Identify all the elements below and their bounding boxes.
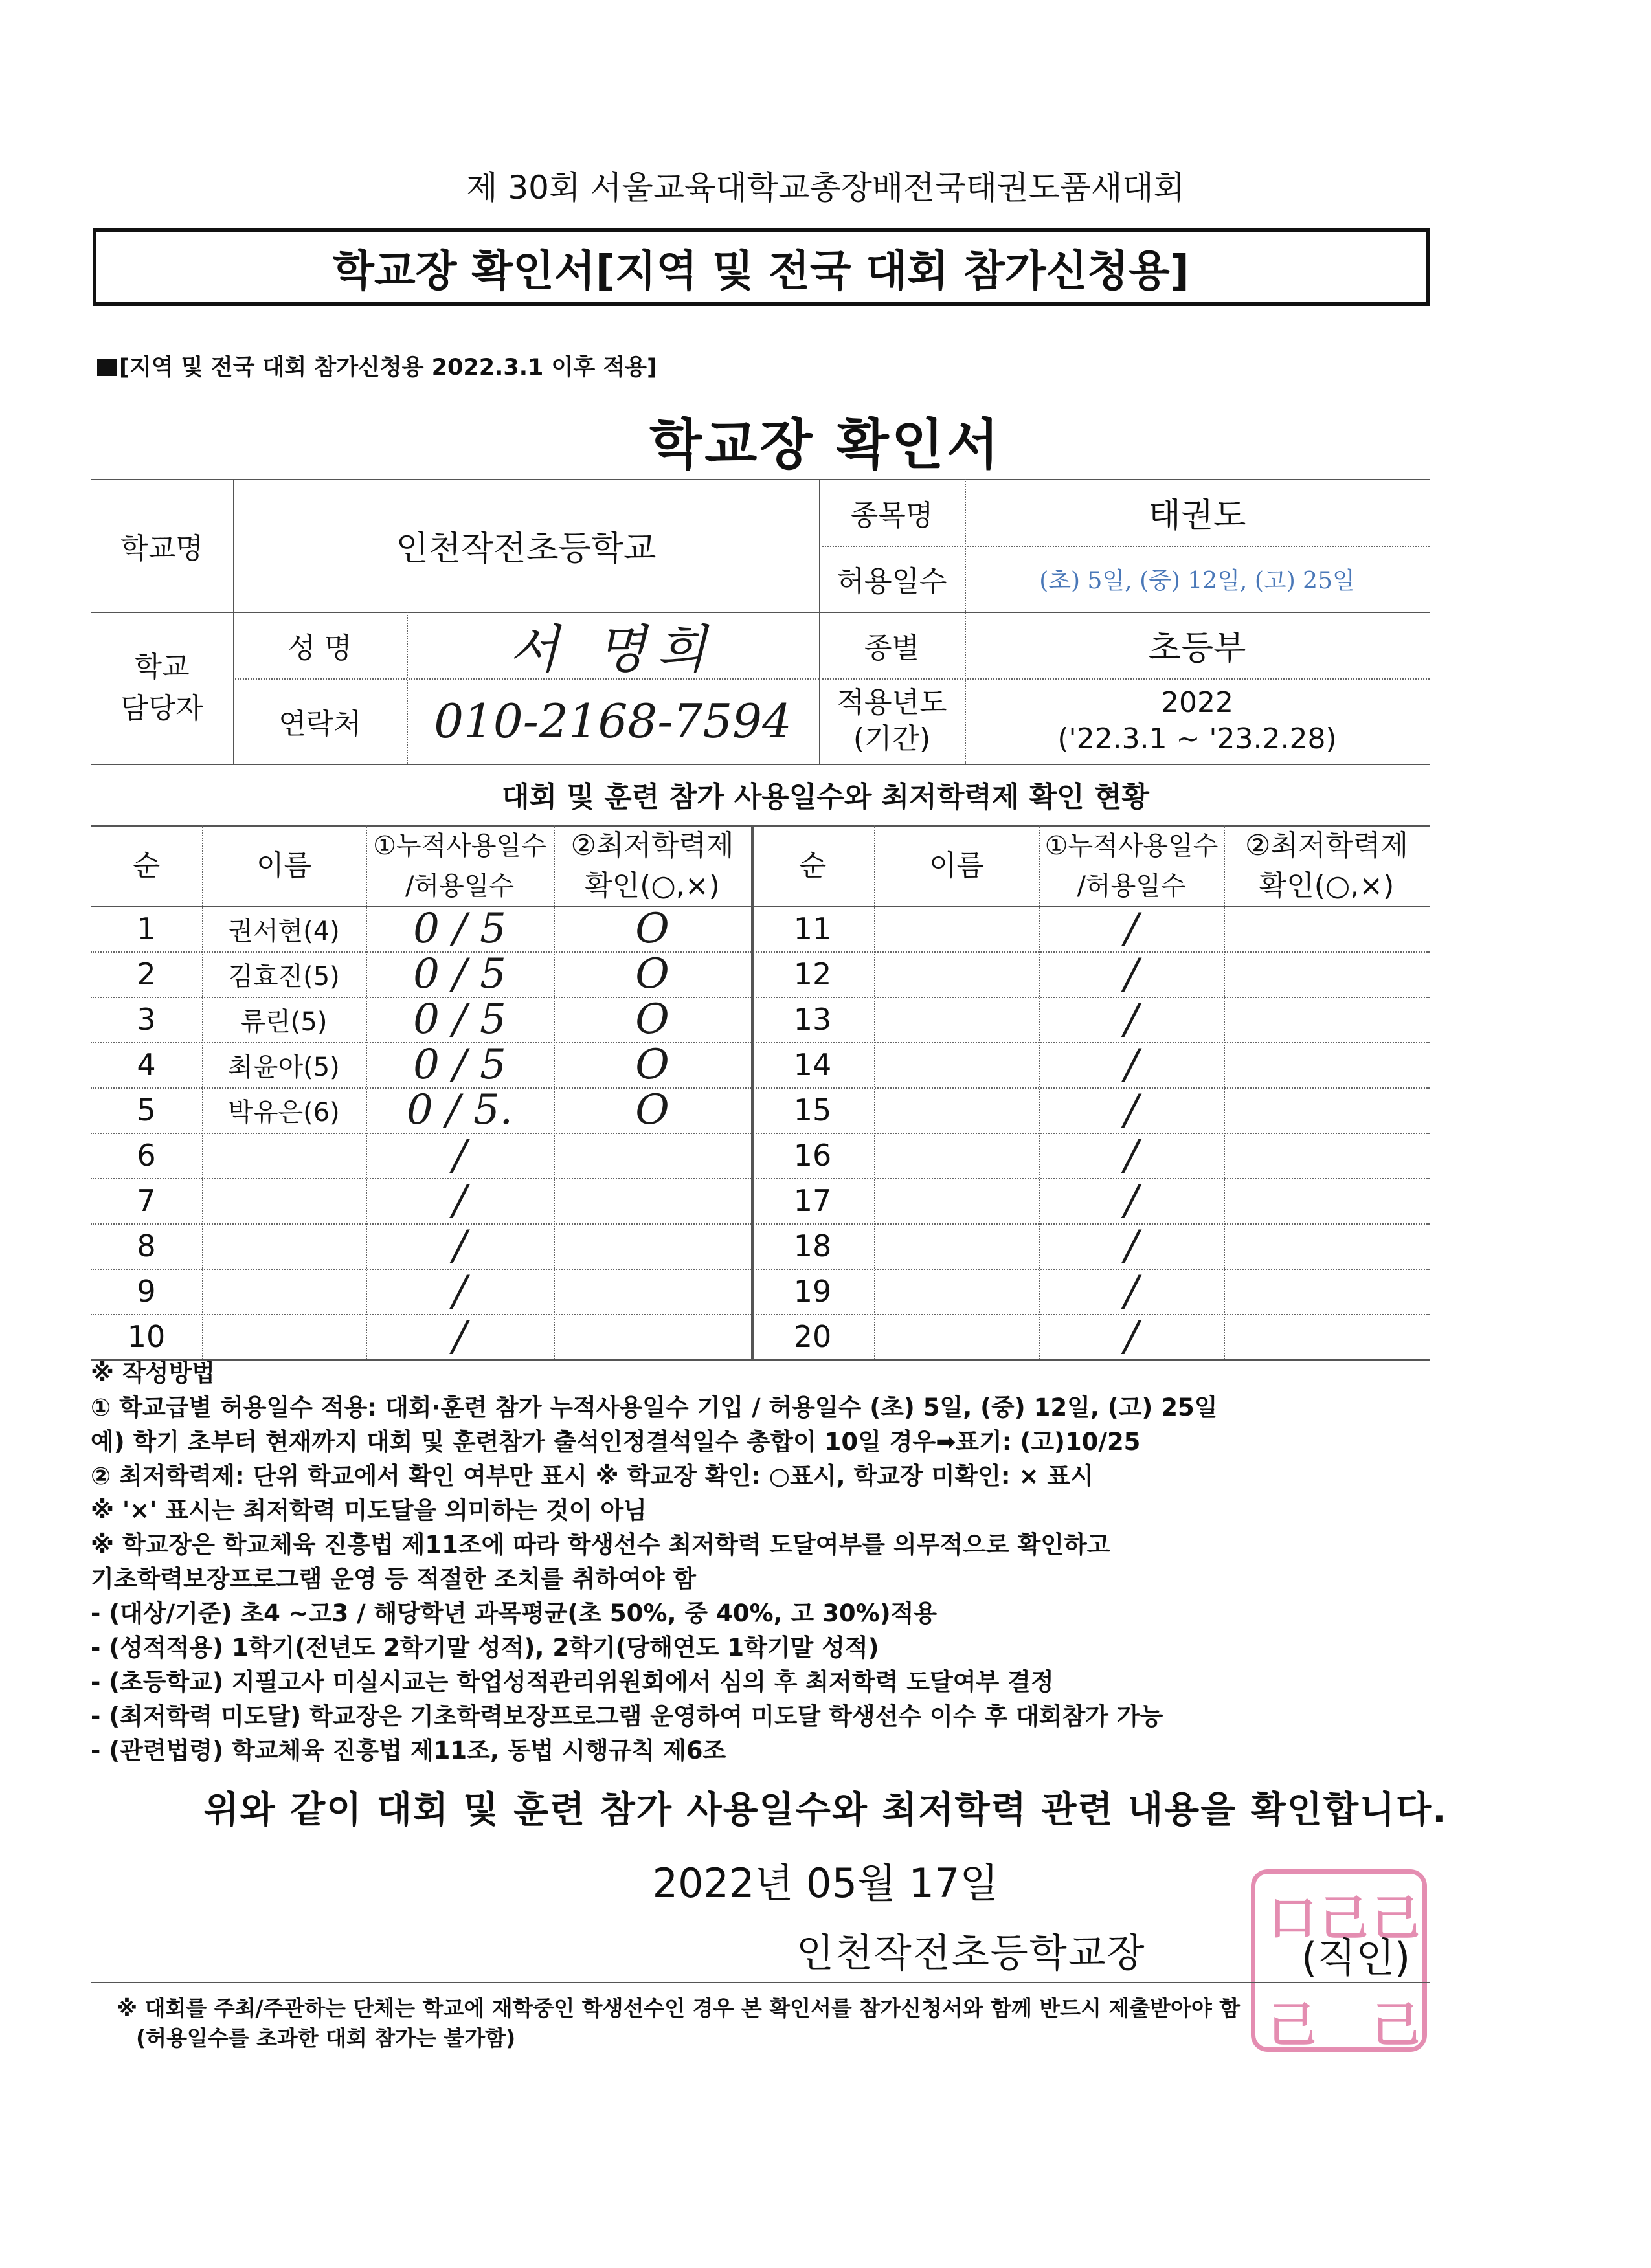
student-name [874,1269,1039,1314]
col-header-check-line1: ②최저학력제 [1245,828,1408,862]
days-used: 0 / 5 [413,950,506,998]
days-used: / [453,1313,467,1361]
min-academic-check: O [635,1041,669,1089]
row-number: 1 [137,911,156,946]
seal-glyph-icon: 己 [1268,1997,1316,2053]
days-used: / [1124,1086,1139,1134]
year-label-line1: 적용년도 [837,686,947,719]
staff-name-signature: 서 명희 [508,619,717,680]
student-name [202,1223,366,1269]
min-academic-check: O [635,950,669,998]
row-number: 2 [137,957,156,992]
student-name [874,906,1039,951]
min-academic-check [554,1269,751,1314]
col-header-check-line2: 확인(○,×) [1259,869,1395,902]
square-bullet-icon [97,359,117,376]
student-name: 류린(5) [240,1006,328,1037]
sport-label: 종목명 [850,498,934,532]
category-label: 종별 [864,631,919,665]
row-number: 13 [793,1002,832,1037]
notice-text: [지역 및 전국 대회 참가신청용 2022.3.1 이후 적용] [119,355,657,381]
student-name [874,1223,1039,1269]
banner-title: 학교장 확인서[지역 및 전국 대회 참가신청용] [93,228,1430,306]
instruction-line: - (초등학교) 지필고사 미실시교는 학업성적관리위원회에서 심의 후 최저학력 도달여부 결정 [91,1668,1054,1696]
min-academic-check [554,1178,751,1223]
instruction-line: 기초학력보장프로그램 운영 등 적절한 조치를 취하여야 함 [91,1565,697,1593]
seal-label: (직인) [1301,1934,1411,1981]
days-used: / [1124,1177,1139,1225]
footer-line-1: ※ 대회를 주최/주관하는 단체는 학교에 재학중인 학생선수인 경우 본 확인서를 참가신청서와 함께 반드시 제출받아야 함 [117,1996,1241,2021]
allowed-days-value: (초) 5일, (중) 12일, (고) 25일 [1039,567,1355,594]
days-used: / [1124,1131,1139,1179]
row-number: 9 [137,1274,156,1309]
col-header-days-line2: /허용일수 [1077,871,1186,901]
seal-glyph-icon: 己 [1320,1891,1368,1946]
min-academic-check [1224,1223,1430,1269]
footer-line-2: (허용일수를 초과한 대회 참가는 불가함) [136,2025,516,2051]
student-name [874,997,1039,1042]
student-name: 최윤아(5) [228,1052,340,1082]
name-label: 성 명 [287,631,352,665]
student-name: 권서현(4) [228,916,340,946]
category-value: 초등부 [1148,629,1246,668]
student-name: 김효진(5) [228,961,340,992]
col-header-days-line1: ①누적사용일수 [373,830,546,861]
school-label: 학교명 [120,531,203,565]
row-number: 14 [793,1047,832,1082]
days-used: 0 / 5 [413,1041,506,1089]
divider [91,1982,1430,1983]
instruction-line: - (최저학력 미도달) 학교장은 기초학력보장프로그램 운영하여 미도달 학생선수 이수 후 대회참가 가능 [91,1702,1163,1730]
row-number: 19 [793,1274,832,1309]
seal-glyph-icon: 口 [1268,1891,1316,1946]
year-value [965,678,1430,764]
row-number: 16 [793,1138,832,1173]
min-academic-check [1224,906,1430,951]
days-used: 0 / 5 [413,905,506,953]
row-number: 17 [793,1183,832,1218]
student-name: 박유은(6) [228,1097,340,1128]
min-academic-check [1224,1269,1430,1314]
notice-line [97,350,657,382]
days-used: / [1124,1041,1139,1089]
seal-glyph-icon: 己 [1372,1997,1420,2053]
col-header-check-line1: ②최저학력제 [570,828,734,862]
instruction-line: 예) 학기 초부터 현재까지 대회 및 훈련참가 출석인정결석일수 총합이 10일 경우➡표기: (고)10/25 [91,1428,1141,1456]
contact-label: 연락처 [278,707,361,740]
row-number: 18 [793,1228,832,1263]
col-header-days-line2: /허용일수 [405,871,515,901]
principal-title: 인천작전초등학교장 [796,1931,1146,1976]
row-number: 20 [793,1319,832,1354]
seal-glyph-icon: 己 [1372,1891,1420,1946]
col-header-check-right [1224,825,1430,906]
days-used: / [1124,905,1139,953]
student-name [874,1314,1039,1359]
min-academic-check [554,1133,751,1178]
min-academic-check [1224,1133,1430,1178]
col-header-check [554,825,751,906]
days-used: / [453,1222,467,1270]
student-name [874,1178,1039,1223]
row-number: 3 [137,1002,156,1037]
staff-label-line2: 담당자 [120,691,203,725]
event-title: 제 30회 서울교육대학교총장배전국태권도품새대회 [466,169,1185,206]
row-number: 4 [137,1047,156,1082]
min-academic-check: O [635,1086,669,1134]
min-academic-check [1224,1314,1430,1359]
instruction-line: ※ 작성방법 [91,1359,215,1387]
row-number: 7 [137,1183,156,1218]
student-name [874,951,1039,997]
min-academic-check [554,1314,751,1359]
days-used: / [1124,1313,1139,1361]
min-academic-check [1224,997,1430,1042]
col-header-no: 순 [132,849,161,882]
footer-note [117,1994,1450,2053]
min-academic-check [554,1223,751,1269]
divider [91,764,1430,765]
school-name: 인천작전초등학교 [396,529,657,568]
min-academic-check: O [635,905,669,953]
staff-label-line1: 학교 [134,650,190,684]
col-header-name: 이름 [256,849,311,882]
min-academic-check [1224,951,1430,997]
days-used: / [1124,995,1139,1043]
col-header-days-right [1039,825,1224,906]
staff-label [91,612,233,764]
days-used: 0 / 5. [406,1086,513,1134]
year-value-line1: 2022 [1161,686,1233,719]
instruction-line: ※ 학교장은 학교체육 진흥법 제11조에 따라 학생선수 최저학력 도달여부를 의무적으로 확인하고 [91,1531,1110,1559]
days-used: / [453,1131,467,1179]
row-number: 8 [137,1228,156,1263]
days-used: / [453,1177,467,1225]
year-value-line2: ('22.3.1 ~ '23.2.28) [1057,722,1337,755]
min-academic-check [1224,1042,1430,1087]
row-number: 12 [793,957,832,992]
allowed-days-label: 허용일수 [837,565,947,598]
year-label-line2: (기간) [853,722,931,755]
section-title: 대회 및 훈련 참가 사용일수와 최저학력제 확인 현황 [502,781,1149,814]
days-used: 0 / 5 [413,995,506,1043]
days-used: / [453,1267,467,1315]
col-header-name-right: 이름 [928,849,984,882]
min-academic-check [1224,1178,1430,1223]
instruction-line: ① 학교급별 허용일수 적용: 대회·훈련 참가 누적사용일수 기입 / 허용일수 (초) 5일, (중) 12일, (고) 25일 [91,1394,1218,1421]
student-name [202,1178,366,1223]
row-number: 11 [793,911,832,946]
instruction-line: - (성적적용) 1학기(전년도 2학기말 성적), 2학기(당해연도 1학기말 성적) [91,1634,879,1662]
col-header-check-line2: 확인(○,×) [585,869,720,902]
row-number: 6 [137,1138,156,1173]
min-academic-check: O [635,995,669,1043]
col-header-no-right: 순 [798,849,827,882]
student-name [202,1314,366,1359]
instruction-line: - (대상/기준) 초4 ~고3 / 해당학년 과목평균(초 50%, 중 40%, 고 30%)적용 [91,1599,938,1627]
student-name [202,1269,366,1314]
contact-value: 010-2168-7594 [434,694,792,748]
min-academic-check [1224,1087,1430,1133]
main-title: 학교장 확인서 [649,413,1002,476]
days-used: / [1124,1267,1139,1315]
row-number: 5 [137,1093,156,1128]
confirmation-statement: 위와 같이 대회 및 훈련 참가 사용일수와 최저학력 관련 내용을 확인합니다. [203,1789,1448,1831]
row-number: 10 [127,1319,166,1354]
instruction-line: ※ '×' 표시는 최저학력 미도달을 의미하는 것이 아님 [91,1496,647,1524]
student-name [874,1087,1039,1133]
sport-value: 태권도 [1148,496,1246,535]
year-label [819,678,965,764]
days-used: / [1124,950,1139,998]
signing-date: 2022년 05월 17일 [652,1860,999,1907]
col-header-days-line1: ①누적사용일수 [1044,830,1219,861]
student-name [874,1042,1039,1087]
instruction-line: ② 최저학력제: 단위 학교에서 확인 여부만 표시 ※ 학교장 확인: ○표시, 학교장 미확인: × 표시 [91,1462,1094,1490]
instructions [91,1356,1528,1768]
instruction-line: - (관련법령) 학교체육 진흥법 제11조, 동법 시행규칙 제6조 [91,1737,726,1764]
col-header-days [366,825,554,906]
row-number: 15 [793,1093,832,1128]
student-name [202,1133,366,1178]
student-name [874,1133,1039,1178]
days-used: / [1124,1222,1139,1270]
